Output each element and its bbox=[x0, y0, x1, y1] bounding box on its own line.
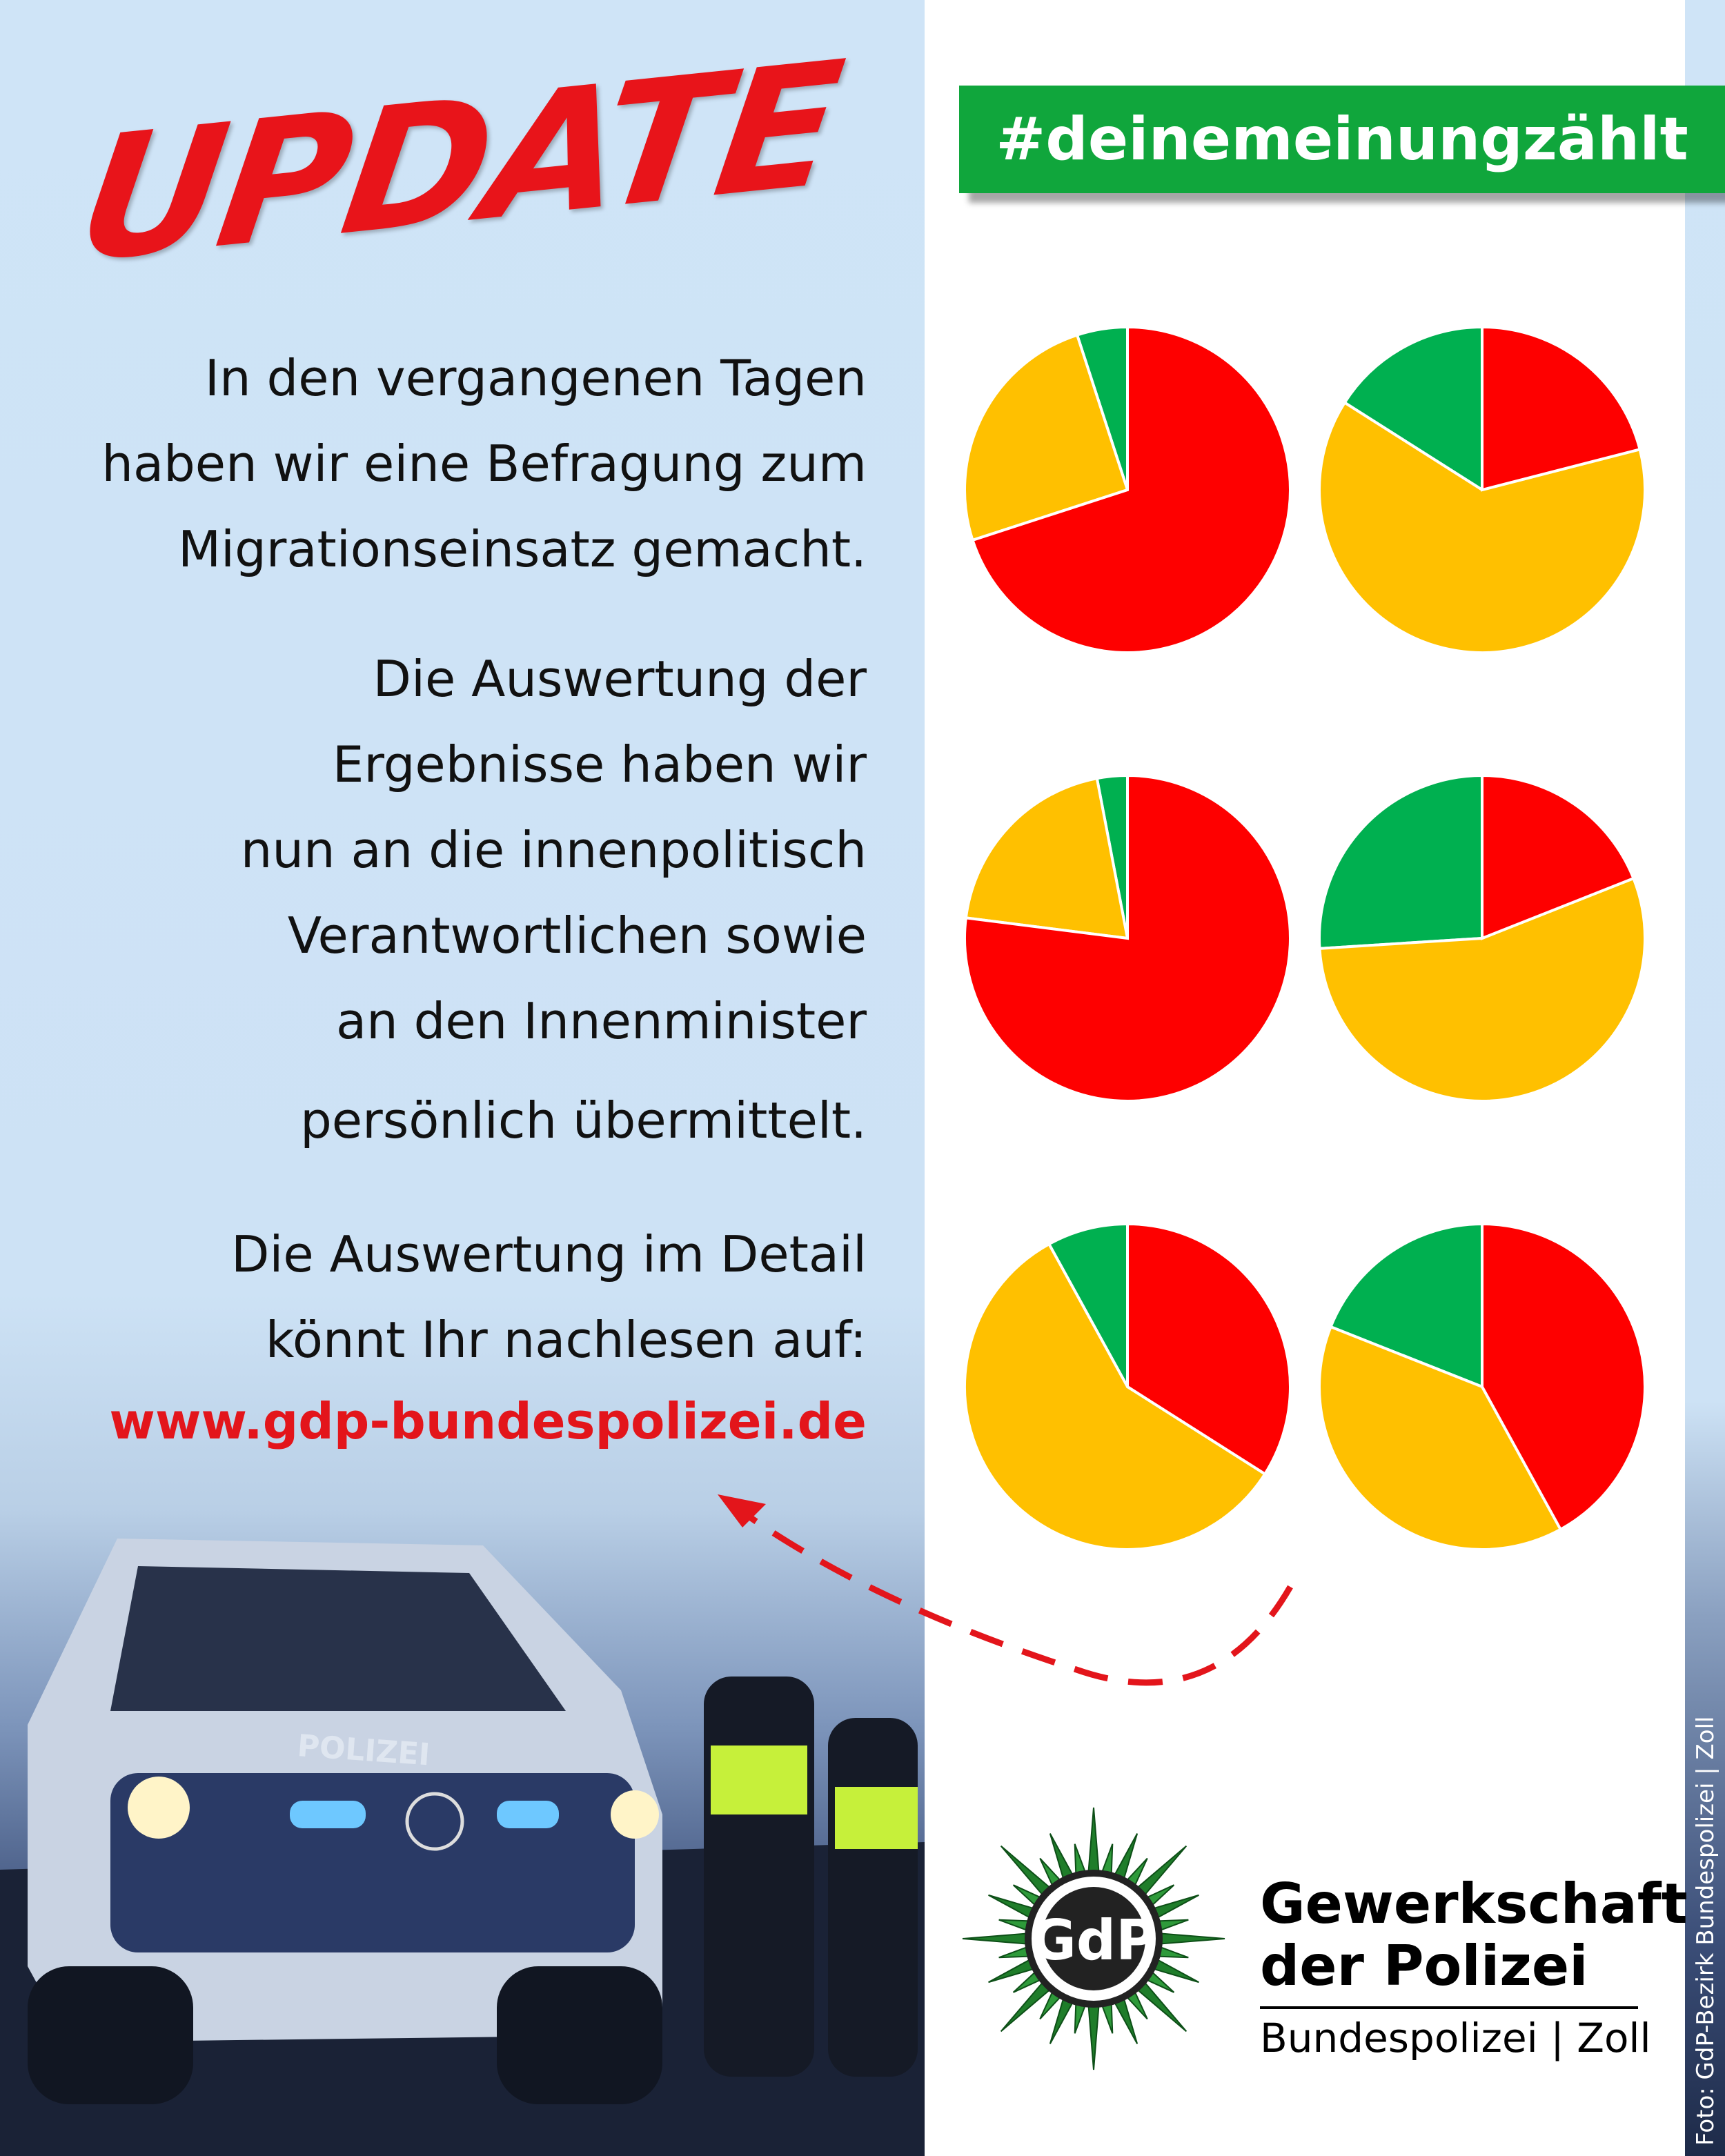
website-link[interactable]: www.gdp-bundespolizei.de bbox=[109, 1392, 867, 1450]
pie-4-slice-green bbox=[1319, 775, 1482, 949]
photo-credit: Foto: GdP-Bezirk Bundespolizei | Zoll bbox=[1692, 1716, 1719, 2146]
text-line: haben wir eine Befragung zum bbox=[101, 435, 867, 493]
text-line: persönlich übermittelt. bbox=[300, 1091, 867, 1149]
text-line: Verantwortlichen sowie bbox=[287, 907, 867, 965]
text-line: könnt Ihr nachlesen auf: bbox=[265, 1311, 867, 1369]
van-label: POLIZEI bbox=[296, 1728, 431, 1773]
divider bbox=[1260, 2006, 1638, 2009]
svg-text:GdP: GdP bbox=[1031, 1908, 1156, 1972]
gdp-title bbox=[1260, 1873, 1688, 1997]
text-line: Ergebnisse haben wir bbox=[332, 735, 867, 793]
text-line: Migrationseinsatz gemacht. bbox=[177, 520, 867, 578]
arrow-head-icon bbox=[718, 1494, 766, 1527]
update-headline: UPDATE bbox=[68, 23, 849, 301]
logo-ray bbox=[1156, 1933, 1225, 1944]
text-line: an den Innenminister bbox=[335, 992, 867, 1050]
gdp-subtitle: Bundespolizei | Zoll bbox=[1260, 2015, 1651, 2061]
text-line: Die Auswertung der bbox=[373, 650, 867, 708]
arrow-dashed bbox=[731, 1504, 1290, 1683]
gdp-title-line2: der Polizei bbox=[1260, 1934, 1588, 1998]
logo-ray bbox=[1088, 2001, 1099, 2070]
logo-ray bbox=[1088, 1808, 1099, 1877]
text-line: In den vergangenen Tagen bbox=[204, 349, 867, 407]
gdp-star-logo bbox=[956, 1801, 1232, 2077]
gdp-title-line1: Gewerkschaft bbox=[1260, 1872, 1688, 1936]
text-line: nun an die innenpolitisch bbox=[240, 821, 867, 879]
logo-ray bbox=[963, 1933, 1032, 1944]
text-line: Die Auswertung im Detail bbox=[230, 1225, 867, 1283]
hashtag-banner: #deinemeinungzählt bbox=[959, 86, 1725, 193]
